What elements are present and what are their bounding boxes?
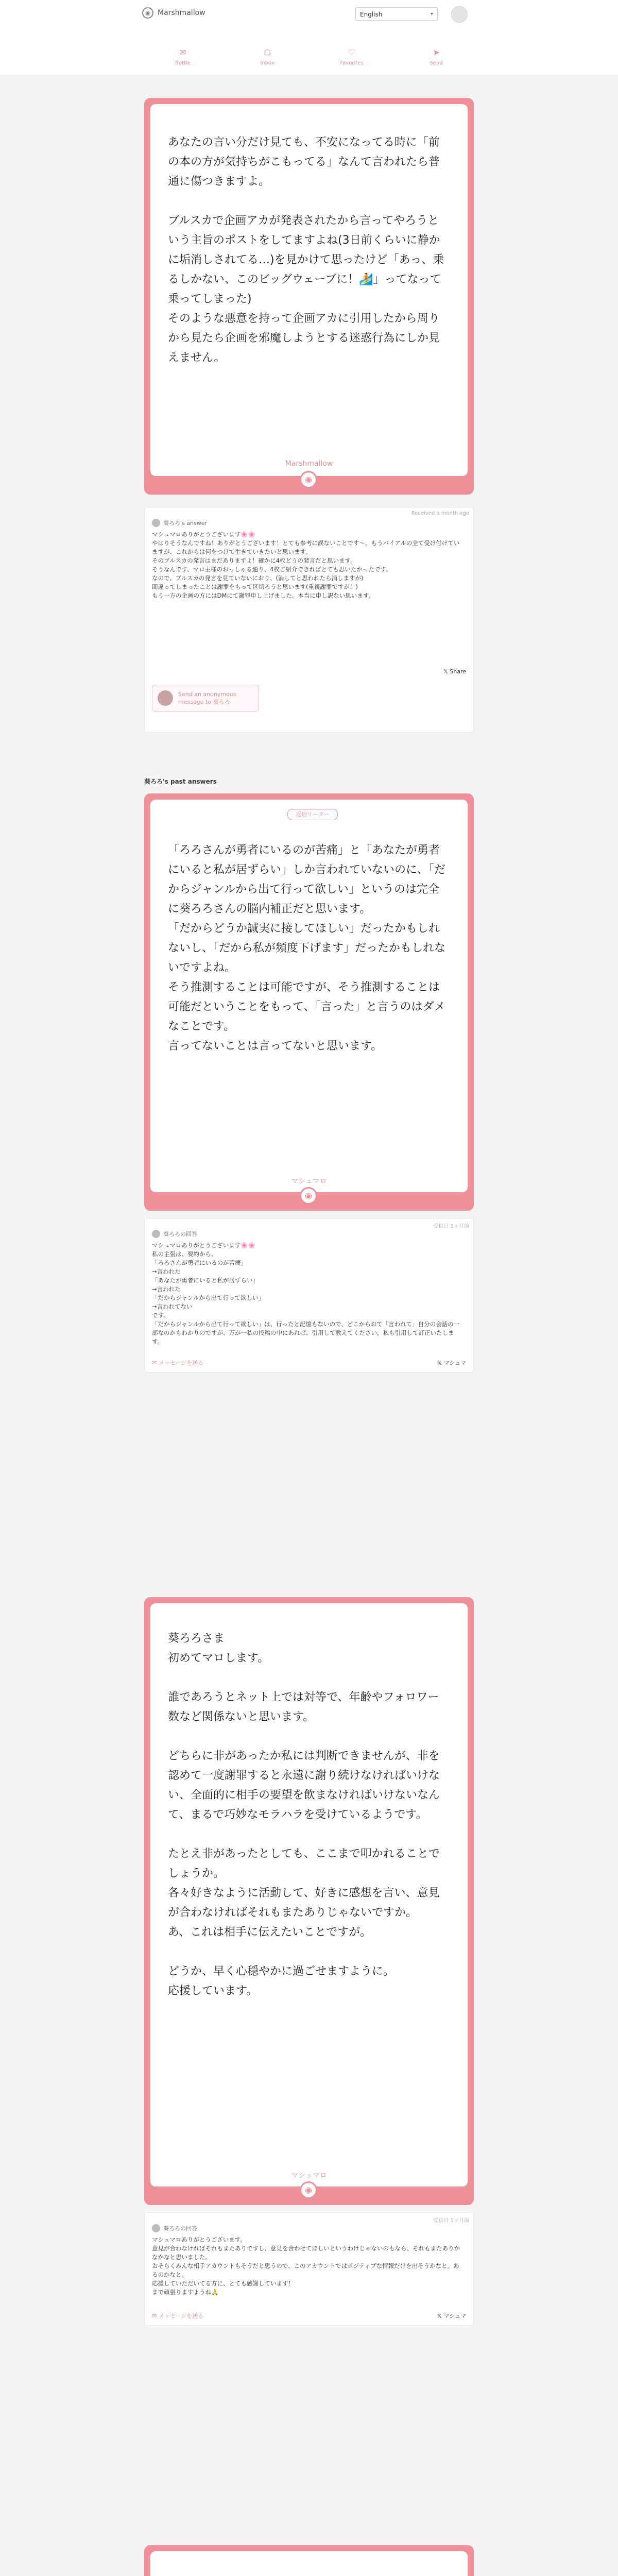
card-signature: Marshmallow — [285, 460, 333, 468]
link-label: メッセージを送る — [158, 2313, 204, 2319]
message-card — [144, 793, 474, 1211]
nav-send[interactable] — [413, 47, 459, 66]
answer-box — [144, 1218, 474, 1372]
x-logo-icon: 𝕏 — [443, 668, 450, 675]
card-signature: マシュマロ — [291, 1177, 327, 1185]
share-button[interactable] — [443, 668, 466, 675]
top-bar — [0, 0, 618, 29]
send-label: Send an anonymous message to 葵ろろ — [178, 691, 236, 705]
nav-label: Send — [430, 60, 443, 66]
avatar — [152, 1230, 160, 1238]
language-value: English — [360, 11, 383, 18]
message-card — [144, 98, 474, 495]
received-time: Received a month ago — [411, 511, 469, 516]
received-time: 受信日 1ヶ月前 — [433, 1224, 469, 1229]
answer-text: マシュマロありがとうございます。 意見が合わなければそれもまたありですし、意見を合わせてほしいというわけじゃないのもなら、それもまたありかなかなと思いました。 おそらくみんな相手アカウントもそうだと思うので、このアカウントではポジティブな情報だけを出そうかなと。あるのかなと。 応援していただいてる方に、とても感謝しています！ まで頑張りますようね🙏 — [152, 2236, 460, 2296]
message-text: 葵ろろさま 初めてマロします。 誰であろうとネット上では対等で、年齢やフォロワー数など関係ないと思います。 どちらに非があったか私には判断できませんが、非を認めて一度謝罪すると永遠に謝り続けなければいけない、全面的に相手の要望を飲まなければいけないなんて、まるで巧妙なモラハラを受けているようです。 たとえ非があったとしても、ここまで叩かれることでしょうか。 各々好きなように活動して、好きに感想を言い、意見が合わなければそれもまたありじゃないですか。 あ、これは相手に伝えたいことですが。 どうか、早く心穏やかに過ごせますように。 応援しています。 — [168, 1632, 440, 1997]
nav-label: Inbox — [260, 60, 274, 66]
share-label: Share — [450, 668, 466, 675]
inbox-icon: ☖ — [263, 47, 271, 57]
avatar — [152, 2224, 160, 2232]
nav-label: Favorites — [340, 60, 364, 66]
message-card — [144, 2545, 474, 2576]
answer-header — [152, 1230, 197, 1238]
answer-box — [144, 2212, 474, 2326]
answer-author: 葵ろろの回答 — [163, 1231, 197, 1238]
nav-inbox[interactable] — [244, 47, 290, 66]
answer-author: 葵ろろ's answer — [163, 520, 207, 527]
answer-header — [152, 2224, 197, 2232]
send-icon: ✉ — [152, 1360, 159, 1366]
message-card-body — [150, 800, 468, 1192]
language-select[interactable] — [355, 7, 438, 21]
link-label: メッセージを送る — [158, 1360, 204, 1366]
message-card-body — [150, 2551, 468, 2576]
share-label: マシュマ — [443, 2313, 466, 2319]
avatar — [158, 690, 173, 706]
received-time: 受信日 1ヶ月前 — [433, 2218, 469, 2224]
answer-text: マシュマロありがとうございます🌸🌸 私の主張は、要約から、 「ろろさんが勇者にいるのが苦痛」 →言われた 「あなたが勇者にいると私が居ずらい」 →言われた 「だからジャンルから出て行って欲しい」 →言われてない です。 「だからジャンルから出て行って欲しい」は、行ったと記憶もないので、どこからおて「言われて」自分の会話の一部なのかもわかりのですが、万が一私の投稿の中にあれば、引用して教えてください。私も引用して訂正いたします。 — [152, 1242, 460, 1345]
marshmallow-seal-icon: ◉ — [300, 1187, 317, 1205]
answer-author: 葵ろろの回答 — [163, 2225, 197, 2232]
x-logo-icon: 𝕏 — [437, 1360, 444, 1366]
chevron-down-icon: ▾ — [430, 11, 433, 17]
brand-name: Marshmallow — [158, 9, 205, 17]
card-signature: マシュマロ — [291, 2172, 327, 2180]
user-avatar[interactable] — [451, 6, 468, 23]
nav-label: Bottle — [175, 60, 191, 66]
message-text: あなたの言い分だけ見ても、不安になってる時に「前の本の方が気持ちがこもってる」なんて言われたら普通に傷つきますよ。 ブルスカで企画アカが発表されたから言ってやろうという主旨のポストをしてますよね(3日前くらいに静かに垢消しされてる…)を見かけて思ったけど「あっ、乗るしかない、このビッグウェーブに！🏄」ってなって乗ってしまった) そのような悪意を持って企画アカに引用したから周りから見たら企画を邪魔しようとする迷惑行為にしか見えません。 — [168, 136, 444, 364]
marshmallow-seal-icon: ◉ — [300, 471, 317, 488]
favorite-icon: ♡ — [348, 47, 356, 57]
x-logo-icon: 𝕏 — [437, 2313, 444, 2319]
message-card-body — [150, 104, 468, 476]
marshmallow-seal-icon: ◉ — [300, 2181, 317, 2199]
send-message-link[interactable] — [152, 2312, 203, 2320]
mailbox-icon: ✉ — [179, 47, 186, 57]
message-card — [144, 1597, 474, 2205]
marshmallow-logo-icon: ◉ — [142, 7, 153, 19]
past-answers-title: 葵ろろ's past answers — [144, 778, 217, 785]
brand[interactable] — [142, 7, 205, 19]
message-text: 「ろろさんが勇者にいるのが苦痛」と「あなたが勇者にいると私が居ずらい」しか言われていないのに、「だからジャンルから出て行って欲しい」というのは完全に葵ろろさんの脳内補正だと思います。 「だからどうか誠実に接してほしい」だったかもしれないし、「だから私が頻度下げます」だったかもしれないですよね。 そう推測することは可能ですが、そう推測することは可能だということをもって、「言った」と言うのはダメなことです。 言ってないことは言ってないと思います。 — [168, 844, 446, 1053]
send-anonymous-message-button[interactable] — [152, 685, 259, 711]
share-button[interactable] — [437, 2312, 466, 2320]
send-icon: ✉ — [152, 2313, 159, 2319]
answer-box — [144, 507, 474, 733]
avatar — [152, 519, 160, 527]
main-nav — [0, 29, 618, 76]
badge: 返信リーダー — [287, 809, 338, 820]
share-label: マシュマ — [443, 1360, 466, 1366]
share-button[interactable] — [437, 1359, 466, 1367]
message-card-body — [150, 1603, 468, 2187]
answer-header — [152, 519, 207, 527]
nav-bottle[interactable] — [160, 47, 206, 66]
nav-favorites[interactable] — [329, 47, 375, 66]
send-message-link[interactable] — [152, 1359, 203, 1367]
send-icon: ➤ — [433, 47, 440, 57]
answer-text: マシュマロありがとうございます🌸🌸 やはりそうなんですね！ありがとうございます！とても参考に誤ないことです〜。もうバイアルの全て受け付けていますが、これからは何をつけて生きていきたいと思います。 そのブルスカの発言はまだありますよ！確かに4枚どうの発言だと思います。 そうなんです、マロ主様のおっしゃる通り、4枚ご紹介できればとても思いたかったです。 なので、ブルスカの発言を見ていないにおり、(消してと思われたら消しますが) 間違ってしまったことは謝罪をもって区切ろうと思います(重複謝罪ですが！) もう一方の企画の方にはDMにて謝罪申し上げました。本当に申し訳ない思います。 — [152, 531, 460, 599]
